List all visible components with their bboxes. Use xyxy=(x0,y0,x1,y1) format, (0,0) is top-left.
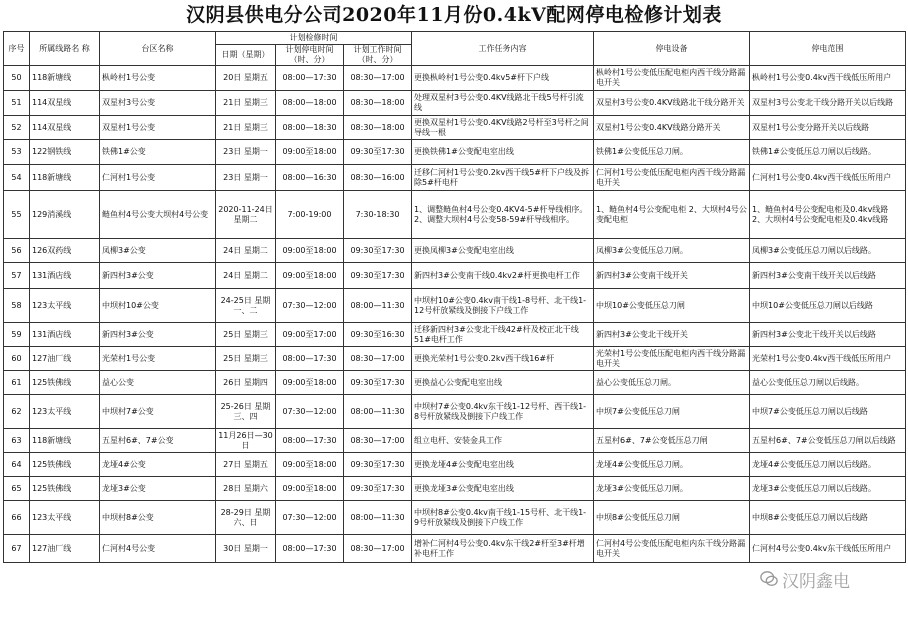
cell-line: 118新塘线 xyxy=(30,429,100,453)
cell-line: 123太平线 xyxy=(30,289,100,323)
cell-area: 中坝村7#公变 xyxy=(100,395,216,429)
cell-seq: 62 xyxy=(4,395,30,429)
header-date: 日期（星期） xyxy=(216,45,276,66)
cell-area: 龙垭3#公变 xyxy=(100,477,216,501)
cell-equipment: 益心公变低压总刀闸。 xyxy=(594,371,750,395)
cell-seq: 58 xyxy=(4,289,30,323)
cell-outage-time: 09:00至17:00 xyxy=(276,323,344,347)
cell-date: 25日 星期三 xyxy=(216,347,276,371)
cell-seq: 54 xyxy=(4,165,30,191)
cell-line: 126双药线 xyxy=(30,239,100,263)
cell-outage-time: 08:00—18:00 xyxy=(276,91,344,116)
cell-seq: 51 xyxy=(4,91,30,116)
header-task: 工作任务内容 xyxy=(412,32,594,66)
cell-outage-time: 08:00—17:30 xyxy=(276,429,344,453)
cell-seq: 53 xyxy=(4,140,30,165)
cell-equipment: 铁佛1#公变低压总刀闸。 xyxy=(594,140,750,165)
table-row xyxy=(4,263,906,289)
table-row xyxy=(4,501,906,535)
table-row xyxy=(4,116,906,140)
cell-line: 125铁佛线 xyxy=(30,371,100,395)
cell-seq: 55 xyxy=(4,191,30,239)
cell-date: 21日 星期三 xyxy=(216,91,276,116)
maintenance-plan-table xyxy=(3,31,906,563)
cell-task: 中坝村10#公变0.4kv南干线1-8号杆、北干线1-12号杆放紧线及倒接下户线工作 xyxy=(412,289,594,323)
cell-area: 凤柳3#公变 xyxy=(100,239,216,263)
cell-area: 仁河村4号公变 xyxy=(100,535,216,563)
cell-line: 125铁佛线 xyxy=(30,477,100,501)
header-seq: 序号 xyxy=(4,32,30,66)
cell-task: 更换双星村1号公变0.4KV线路2号杆至3号杆之间导线一根 xyxy=(412,116,594,140)
watermark-text: 汉阴鑫电 xyxy=(782,571,850,592)
cell-work-time: 08:00—11:30 xyxy=(344,501,412,535)
cell-area: 五星村6#、7#公变 xyxy=(100,429,216,453)
cell-outage-time: 09:00至18:00 xyxy=(276,263,344,289)
cell-seq: 61 xyxy=(4,371,30,395)
cell-area: 枞岭村1号公变 xyxy=(100,66,216,91)
cell-equipment: 光荣村1号公变低压配电柜内西干线分路漏电开关 xyxy=(594,347,750,371)
cell-range: 光荣村1号公变0.4kv西干线低压所用户 xyxy=(750,347,906,371)
cell-equipment: 双星村3号公变0.4KV线路北干线分路开关 xyxy=(594,91,750,116)
cell-area: 仁河村1号公变 xyxy=(100,165,216,191)
cell-equipment: 仁河村4号公变低压配电柜内东干线分路漏电开关 xyxy=(594,535,750,563)
cell-date: 27日 星期五 xyxy=(216,453,276,477)
cell-work-time: 09:30至16:30 xyxy=(344,323,412,347)
cell-task: 更换光荣村1号公变0.2kv西干线16#杆 xyxy=(412,347,594,371)
cell-area: 鲢鱼村4号公变大坝村4号公变 xyxy=(100,191,216,239)
cell-seq: 59 xyxy=(4,323,30,347)
table-row xyxy=(4,429,906,453)
cell-work-time: 08:30—17:00 xyxy=(344,535,412,563)
cell-date: 21日 星期三 xyxy=(216,116,276,140)
cell-date: 24日 星期二 xyxy=(216,263,276,289)
cell-line: 127油厂线 xyxy=(30,535,100,563)
header-range: 停电范围 xyxy=(750,32,906,66)
cell-seq: 52 xyxy=(4,116,30,140)
cell-equipment: 仁河村1号公变低压配电柜内西干线分路漏电开关 xyxy=(594,165,750,191)
cell-task: 更换益心公变配电室出线 xyxy=(412,371,594,395)
cell-outage-time: 09:00至18:00 xyxy=(276,239,344,263)
cell-work-time: 08:30—17:00 xyxy=(344,429,412,453)
cell-range: 双星村3号公变北干线分路开关以后线路 xyxy=(750,91,906,116)
cell-task: 迁移新四村3#公变北干线42#杆及校正北干线51#电杆工作 xyxy=(412,323,594,347)
cell-outage-time: 7:00-19:00 xyxy=(276,191,344,239)
cell-task: 增补仁河村4号公变0.4kv东干线2#杆至3#杆增补电杆工作 xyxy=(412,535,594,563)
cell-task: 处理双星村3号公变0.4KV线路北干线5号杆引流线 xyxy=(412,91,594,116)
cell-task: 更换龙垭3#公变配电室出线 xyxy=(412,477,594,501)
cell-outage-time: 08:00—18:30 xyxy=(276,116,344,140)
cell-line: 122钢铁线 xyxy=(30,140,100,165)
cell-seq: 63 xyxy=(4,429,30,453)
cell-equipment: 新四村3#公变南干线开关 xyxy=(594,263,750,289)
cell-work-time: 09:30至17:30 xyxy=(344,140,412,165)
header-work-time: 计划工作时间（时、分） xyxy=(344,45,412,66)
cell-work-time: 09:30至17:30 xyxy=(344,477,412,501)
cell-outage-time: 08:00—16:30 xyxy=(276,165,344,191)
cell-equipment: 中坝10#公变低压总刀闸 xyxy=(594,289,750,323)
cell-outage-time: 07:30—12:00 xyxy=(276,289,344,323)
cell-work-time: 08:30—17:00 xyxy=(344,347,412,371)
cell-work-time: 08:00—11:30 xyxy=(344,289,412,323)
table-row xyxy=(4,66,906,91)
table-row xyxy=(4,395,906,429)
cell-task: 更换铁佛1#公变配电室出线 xyxy=(412,140,594,165)
cell-work-time: 09:30至17:30 xyxy=(344,263,412,289)
cell-line: 114双星线 xyxy=(30,91,100,116)
cell-work-time: 08:00—11:30 xyxy=(344,395,412,429)
cell-line: 127油厂线 xyxy=(30,347,100,371)
cell-outage-time: 08:00—17:30 xyxy=(276,535,344,563)
cell-work-time: 08:30—17:00 xyxy=(344,66,412,91)
cell-task: 新四村3#公变南干线0.4kv2#杆更换电杆工作 xyxy=(412,263,594,289)
cell-range: 新四村3#公变北干线开关以后线路 xyxy=(750,323,906,347)
header-equipment: 停电设备 xyxy=(594,32,750,66)
cell-range: 1、鲢鱼村4号公变配电柜及0.4kv线路 2、大坝村4号公变配电柜及0.4kv线路 xyxy=(750,191,906,239)
table-row xyxy=(4,191,906,239)
cell-range: 中坝7#公变低压总刀闸以后线路 xyxy=(750,395,906,429)
cell-date: 23日 星期一 xyxy=(216,140,276,165)
cell-date: 28-29日 星期六、日 xyxy=(216,501,276,535)
cell-work-time: 09:30至17:30 xyxy=(344,371,412,395)
cell-area: 双星村1号公变 xyxy=(100,116,216,140)
cell-equipment: 五星村6#、7#公变低压总刀闸 xyxy=(594,429,750,453)
cell-line: 118新塘线 xyxy=(30,165,100,191)
cell-date: 30日 星期一 xyxy=(216,535,276,563)
cell-date: 23日 星期一 xyxy=(216,165,276,191)
cell-area: 双星村3号公变 xyxy=(100,91,216,116)
table-row xyxy=(4,535,906,563)
cell-date: 25-26日 星期三、四 xyxy=(216,395,276,429)
cell-equipment: 龙垭4#公变低压总刀闸。 xyxy=(594,453,750,477)
cell-range: 凤柳3#公变低压总刀闸以后线路。 xyxy=(750,239,906,263)
header-outage-time: 计划停电时间（时、分） xyxy=(276,45,344,66)
cell-work-time: 7:30-18:30 xyxy=(344,191,412,239)
cell-seq: 66 xyxy=(4,501,30,535)
cell-range: 中坝10#公变低压总刀闸以后线路 xyxy=(750,289,906,323)
cell-date: 28日 星期六 xyxy=(216,477,276,501)
table-row xyxy=(4,477,906,501)
table-row xyxy=(4,239,906,263)
header-plan-group: 计划检修时间 xyxy=(216,32,412,45)
cell-range: 益心公变低压总刀闸以后线路。 xyxy=(750,371,906,395)
cell-date: 2020-11-24日星期二 xyxy=(216,191,276,239)
cell-seq: 56 xyxy=(4,239,30,263)
cell-seq: 60 xyxy=(4,347,30,371)
cell-line: 114双星线 xyxy=(30,116,100,140)
cell-date: 20日 星期五 xyxy=(216,66,276,91)
cell-area: 龙垭4#公变 xyxy=(100,453,216,477)
cell-range: 龙垭3#公变低压总刀闸以后线路。 xyxy=(750,477,906,501)
cell-outage-time: 08:00—17:30 xyxy=(276,66,344,91)
cell-equipment: 双星村1号公变0.4KV线路分路开关 xyxy=(594,116,750,140)
cell-line: 123太平线 xyxy=(30,501,100,535)
cell-equipment: 1、鲢鱼村4号公变配电柜 2、大坝村4号公变配电柜 xyxy=(594,191,750,239)
page-title: 汉阴县供电分公司2020年11月份0.4kV配网停电检修计划表 xyxy=(186,4,722,26)
header-area: 台区名称 xyxy=(100,32,216,66)
cell-outage-time: 09:00至18:00 xyxy=(276,477,344,501)
cell-line: 131酒店线 xyxy=(30,263,100,289)
cell-range: 铁佛1#公变低压总刀闸以后线路。 xyxy=(750,140,906,165)
cell-range: 仁河村1号公变0.4kv西干线低压所用户 xyxy=(750,165,906,191)
cell-line: 118新塘线 xyxy=(30,66,100,91)
cell-range: 枞岭村1号公变0.4kv西干线低压所用户 xyxy=(750,66,906,91)
watermark xyxy=(760,568,900,590)
cell-area: 中坝村10#公变 xyxy=(100,289,216,323)
cell-equipment: 龙垭3#公变低压总刀闸。 xyxy=(594,477,750,501)
cell-range: 五星村6#、7#公变低压总刀闸以后线路 xyxy=(750,429,906,453)
cell-task: 组立电杆、安装金具工作 xyxy=(412,429,594,453)
cell-area: 益心公变 xyxy=(100,371,216,395)
wechat-icon xyxy=(760,570,778,588)
cell-line: 125铁佛线 xyxy=(30,453,100,477)
cell-work-time: 08:30—18:00 xyxy=(344,91,412,116)
cell-equipment: 新四村3#公变北干线开关 xyxy=(594,323,750,347)
cell-equipment: 中坝7#公变低压总刀闸 xyxy=(594,395,750,429)
cell-seq: 50 xyxy=(4,66,30,91)
cell-date: 25日 星期三 xyxy=(216,323,276,347)
cell-outage-time: 08:00—17:30 xyxy=(276,347,344,371)
cell-task: 中坝村8#公变0.4kv南干线1-15号杆、北干线1-9号杆放紧线及倒接下户线工作 xyxy=(412,501,594,535)
cell-area: 铁佛1#公变 xyxy=(100,140,216,165)
cell-date: 26日 星期四 xyxy=(216,371,276,395)
cell-seq: 57 xyxy=(4,263,30,289)
cell-area: 新四村3#公变 xyxy=(100,263,216,289)
cell-task: 更换凤柳3#公变配电室出线 xyxy=(412,239,594,263)
cell-seq: 65 xyxy=(4,477,30,501)
table-row xyxy=(4,453,906,477)
cell-task: 更换龙垭4#公变配电室出线 xyxy=(412,453,594,477)
cell-outage-time: 09:00至18:00 xyxy=(276,371,344,395)
cell-task: 迁移仁河村1号公变0.2kv西干线5#杆下户线及拆除5#杆电杆 xyxy=(412,165,594,191)
cell-work-time: 09:30至17:30 xyxy=(344,453,412,477)
table-row xyxy=(4,289,906,323)
cell-seq: 67 xyxy=(4,535,30,563)
table-row xyxy=(4,371,906,395)
table-row xyxy=(4,323,906,347)
cell-date: 11月26日—30日 xyxy=(216,429,276,453)
cell-outage-time: 09:00至18:00 xyxy=(276,453,344,477)
cell-range: 双星村1号公变分路开关以后线路 xyxy=(750,116,906,140)
cell-equipment: 枞岭村1号公变低压配电柜内西干线分路漏电开关 xyxy=(594,66,750,91)
cell-equipment: 凤柳3#公变低压总刀闸。 xyxy=(594,239,750,263)
cell-task: 中坝村7#公变0.4kv东干线1-12号杆、西干线1-8号杆放紧线及倒接下户线工作 xyxy=(412,395,594,429)
table-row xyxy=(4,165,906,191)
cell-outage-time: 09:00至18:00 xyxy=(276,140,344,165)
cell-equipment: 中坝8#公变低压总刀闸 xyxy=(594,501,750,535)
cell-area: 中坝村8#公变 xyxy=(100,501,216,535)
cell-area: 新四村3#公变 xyxy=(100,323,216,347)
cell-range: 中坝8#公变低压总刀闸以后线路 xyxy=(750,501,906,535)
cell-date: 24-25日 星期一、二 xyxy=(216,289,276,323)
cell-outage-time: 07:30—12:00 xyxy=(276,395,344,429)
cell-range: 新四村3#公变南干线开关以后线路 xyxy=(750,263,906,289)
cell-line: 129消溪线 xyxy=(30,191,100,239)
table-row xyxy=(4,347,906,371)
cell-date: 24日 星期二 xyxy=(216,239,276,263)
table-row xyxy=(4,91,906,116)
cell-seq: 64 xyxy=(4,453,30,477)
cell-task: 更换枞岭村1号公变0.4kv5#杆下户线 xyxy=(412,66,594,91)
cell-outage-time: 07:30—12:00 xyxy=(276,501,344,535)
cell-work-time: 08:30—16:00 xyxy=(344,165,412,191)
cell-area: 光荣村1号公变 xyxy=(100,347,216,371)
cell-task: 1、调整鲢鱼村4号公变0.4KV4-5#杆导线相序。 2、调整大坝村4号公变58-59#杆导线相序。 xyxy=(412,191,594,239)
cell-line: 123太平线 xyxy=(30,395,100,429)
cell-work-time: 08:30—18:00 xyxy=(344,116,412,140)
table-row xyxy=(4,140,906,165)
header-line: 所属线路名 称 xyxy=(30,32,100,66)
table-body xyxy=(4,66,906,563)
cell-line: 131酒店线 xyxy=(30,323,100,347)
cell-range: 仁河村4号公变0.4kv东干线低压所用户 xyxy=(750,535,906,563)
cell-work-time: 09:30至17:30 xyxy=(344,239,412,263)
cell-range: 龙垭4#公变低压总刀闸以后线路。 xyxy=(750,453,906,477)
